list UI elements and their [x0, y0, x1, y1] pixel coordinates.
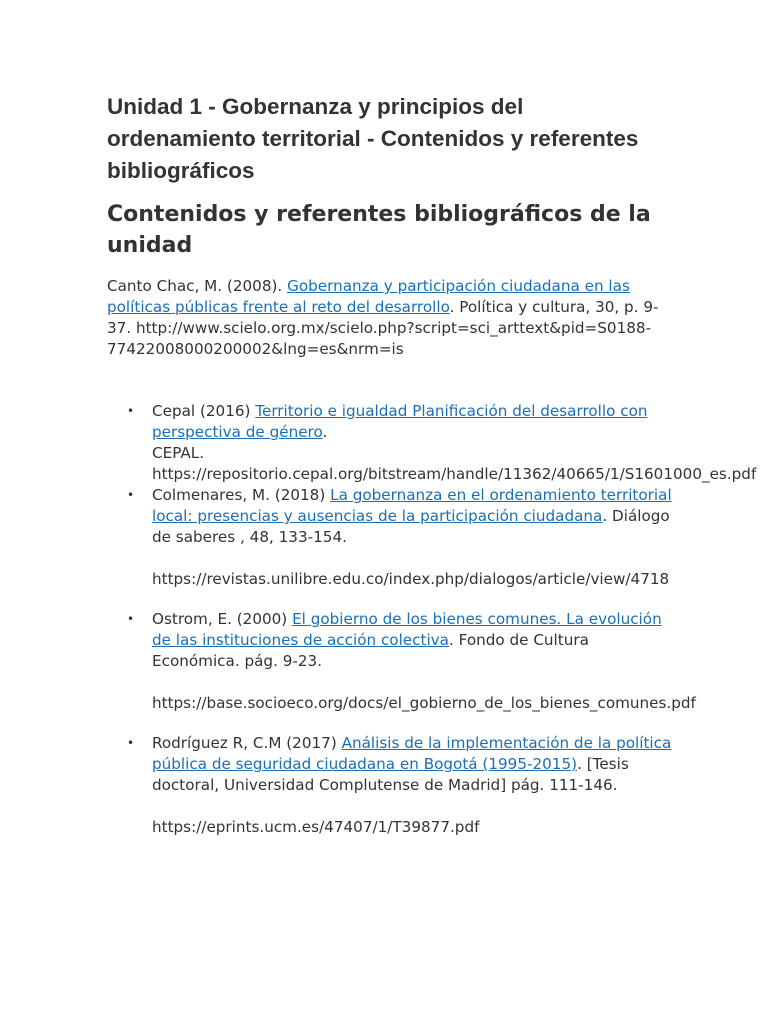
reference-url: CEPAL. https://repositorio.cepal.org/bitstream/handle/11362/40665/1/S1601000_es.pdf — [152, 444, 757, 483]
reference-details: . — [322, 423, 328, 441]
list-item — [107, 485, 677, 590]
reference-details: . Política y cultura, 30, p. 9-37. http://www.scielo.org.mx/scielo.php?script=sci_arttext&pid=S0188-77422008000200002&lng=es&nrm=is — [107, 298, 659, 358]
list-item — [107, 733, 677, 838]
reference-url: https://base.socioeco.org/docs/el_gobierno_de_los_bienes_comunes.pdf — [152, 694, 696, 712]
intro-reference — [107, 276, 667, 360]
reference-link[interactable]: El gobierno de los bienes comunes. La evolución de las instituciones de acción colectiva — [152, 610, 662, 649]
section-title: Contenidos y referentes bibliográficos de la unidad — [107, 202, 651, 258]
reference-details: . [Tesis doctoral, Universidad Complutense de Madrid] pág. 111-146. — [152, 755, 629, 794]
list-item — [107, 609, 696, 714]
list-item — [107, 401, 757, 485]
reference-list — [107, 401, 757, 838]
reference-author: Colmenares, M. (2018) — [152, 486, 331, 504]
page-title: Unidad 1 - Gobernanza y principios del ordenamiento territorial - Contenidos y referentes bibliográficos — [107, 94, 639, 183]
reference-author: Canto Chac, M. (2008). — [107, 277, 288, 295]
reference-link[interactable]: La gobernanza en el ordenamiento territorial local: presencias y ausencias de la participación ciudadana — [152, 486, 672, 525]
reference-author: Cepal (2016) — [152, 402, 256, 420]
reference-details: . Diálogo de saberes , 48, 133-154. — [152, 507, 670, 546]
reference-details: . Fondo de Cultura Económica. pág. 9-23. — [152, 631, 589, 670]
reference-url: https://revistas.unilibre.edu.co/index.php/dialogos/article/view/4718 — [152, 570, 670, 588]
reference-link[interactable]: Análisis de la implementación de la política pública de seguridad ciudadana en Bogotá (1995-2015) — [152, 734, 672, 773]
reference-author: Rodríguez R, C.M (2017) — [152, 734, 342, 752]
reference-author: Ostrom, E. (2000) — [152, 610, 293, 628]
reference-link[interactable]: Territorio e igualdad Planificación del desarrollo con perspectiva de género — [152, 402, 648, 441]
reference-link[interactable]: Gobernanza y participación ciudadana en las políticas públicas frente al reto del desarrollo — [107, 277, 630, 316]
reference-url: https://eprints.ucm.es/47407/1/T39877.pdf — [152, 818, 480, 836]
